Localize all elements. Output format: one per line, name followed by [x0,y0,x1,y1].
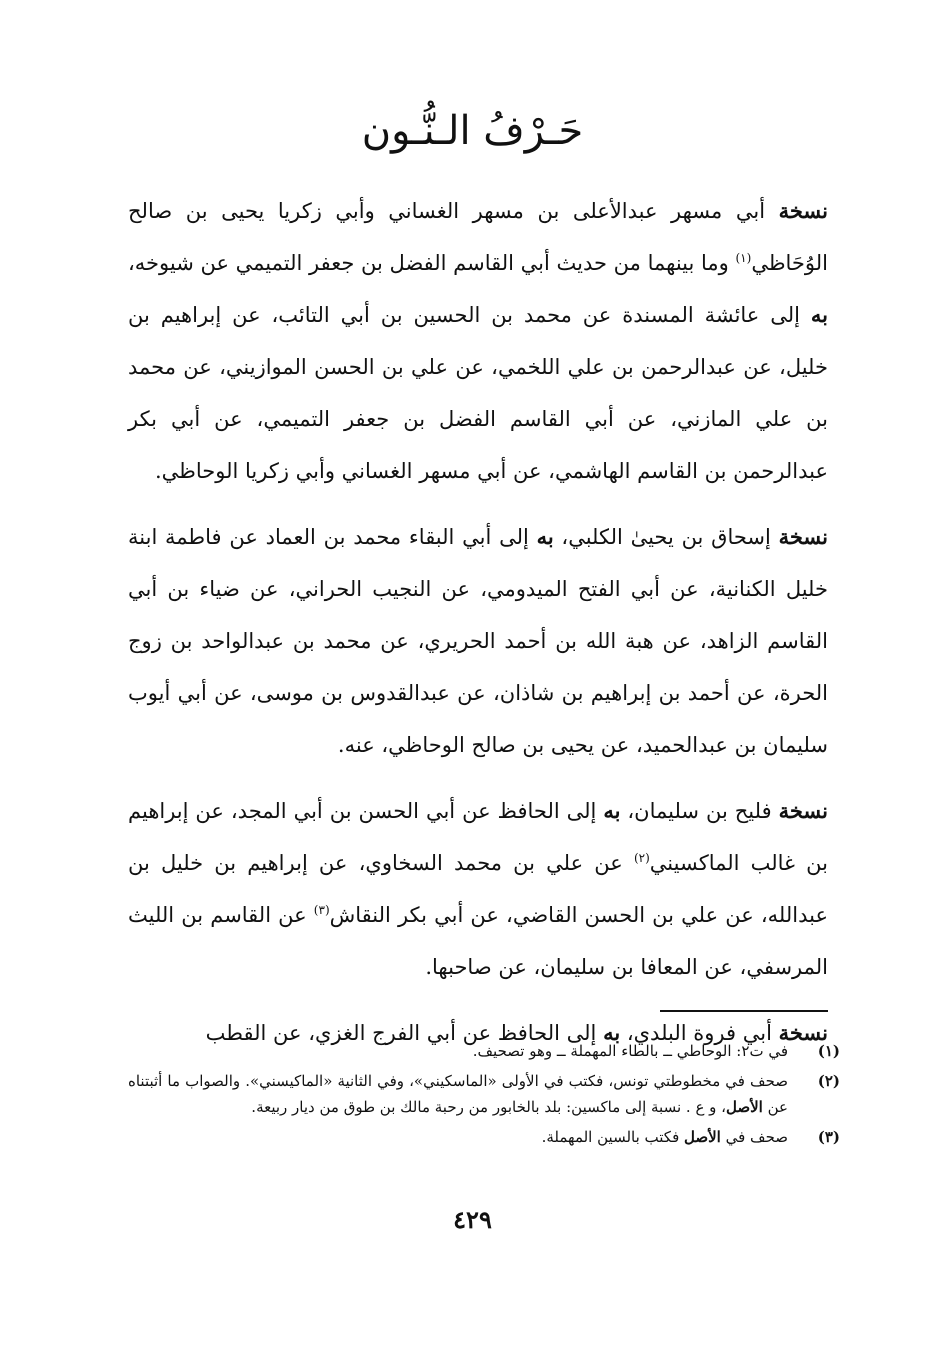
entry-text: أبي مسهر عبدالأعلى بن مسهر الغساني وأبي زكريا يحيى بن صالح الوُحَاظي [128,199,828,275]
entry-text: أبي فروة البلدي، [620,1021,779,1045]
footnote-text-part: فكتب بالسين المهملة. [541,1128,685,1146]
footnote [128,1068,840,1120]
entry-lead: نسخة [778,1020,828,1045]
chapter-title: حَـرْفُ الـنُّـون [361,108,584,154]
entry-lead: نسخة [778,524,828,549]
entry-bold-word: به [603,798,621,823]
entry-text: إلى الحافظ عن أبي الفرج الغزي، عن القطب [205,1021,604,1045]
footnote-number: (٢) [817,1072,840,1090]
page-number: ٤٢٩ [453,1205,492,1234]
body-text [128,185,828,1073]
entry-text: فليح بن سليمان، [620,799,779,823]
footnote-marker: (١) [735,251,752,265]
footnote-bold-word: الأصل [726,1098,763,1116]
entry-bold-word: به [536,524,554,549]
footnote [128,1038,840,1064]
entry-text: وما بينهما من حديث أبي القاسم الفضل بن جعفر التميمي عن شيوخه، [128,251,736,275]
footnote-bold-word: الأصل [684,1128,721,1146]
entry-text: إسحاق بن يحيىٰ الكلبي، [553,525,779,549]
footnote-text-part: صحف في [720,1128,788,1146]
footnotes [128,1038,840,1154]
entry-text: عن القاسم بن الليث المرسفي، عن المعافا بن سليمان، عن صاحبها. [128,903,828,979]
footnote-number: (١) [817,1042,840,1060]
footnote-marker: (٣) [313,903,330,917]
entry-text: عن علي بن محمد السخاوي، عن إبراهيم بن خليل بن عبدالله، عن علي بن الحسن القاضي، عن أبي بكر النقاش [128,851,828,927]
entry-text: إلى أبي البقاء محمد بن العماد عن فاطمة ابنة خليل الكنانية، عن أبي الفتح الميدومي، عن النجيب الحراني، عن ضياء بن أبي القاسم الزاهد، عن هبة الله بن أحمد الحريري، عن محمد بن عبدالواحد بن زوج الحرة، عن أحمد بن إبراهيم بن شاذان، عن عبدالقدوس بن موسى، عن أبي أيوب سليمان بن عبدالحميد، عن يحيى بن صالح الوحاظي، عنه. [128,525,828,757]
footnote-number: (٣) [817,1128,840,1146]
entry-text: إلى عائشة المسندة عن محمد بن الحسين بن أبي التائب، عن إبراهيم بن خليل، عن عبدالرحمن بن علي اللخمي، عن علي بن الحسن الموازيني، عن محمد بن علي المازني، عن أبي القاسم الفضل بن جعفر التميمي، عن أبي بكر عبدالرحمن بن القاسم الهاشمي، عن أبي مسهر الغساني وأبي زكريا الوحاظي. [128,303,828,483]
footnote-text [128,1124,788,1150]
footnote-text: في ت٢: الوحاطي ــ بالطاء المهملة ــ وهو تصحيف. [472,1042,788,1060]
entry-lead: نسخة [778,798,828,823]
footnote-marker: (٢) [633,851,650,865]
entry-paragraph [128,511,828,771]
entry-paragraph [128,185,828,497]
entry-text: إلى الحافظ عن أبي الحسن بن أبي المجد، عن إبراهيم بن غالب الماكسيني [128,799,828,875]
entry-paragraph [128,785,828,993]
entry-bold-word: به [603,1020,621,1045]
footnote-text-part: ، و ع . نسبة إلى ماكسين: بلد بالخابور من رحبة مالك بن طوق من ديار ربيعة. [251,1098,727,1116]
entry-bold-word: به [810,302,828,327]
footnote [128,1124,840,1150]
footnote-text [128,1068,788,1120]
footnote-divider [660,1010,828,1012]
footnote-text-part: صحف في مخطوطتي تونس، فكتب في الأولى «الماسكيني»، وفي الثانية «الماكيسني». والصواب ما أثبتناه عن [128,1072,788,1116]
entry-lead: نسخة [778,198,828,223]
